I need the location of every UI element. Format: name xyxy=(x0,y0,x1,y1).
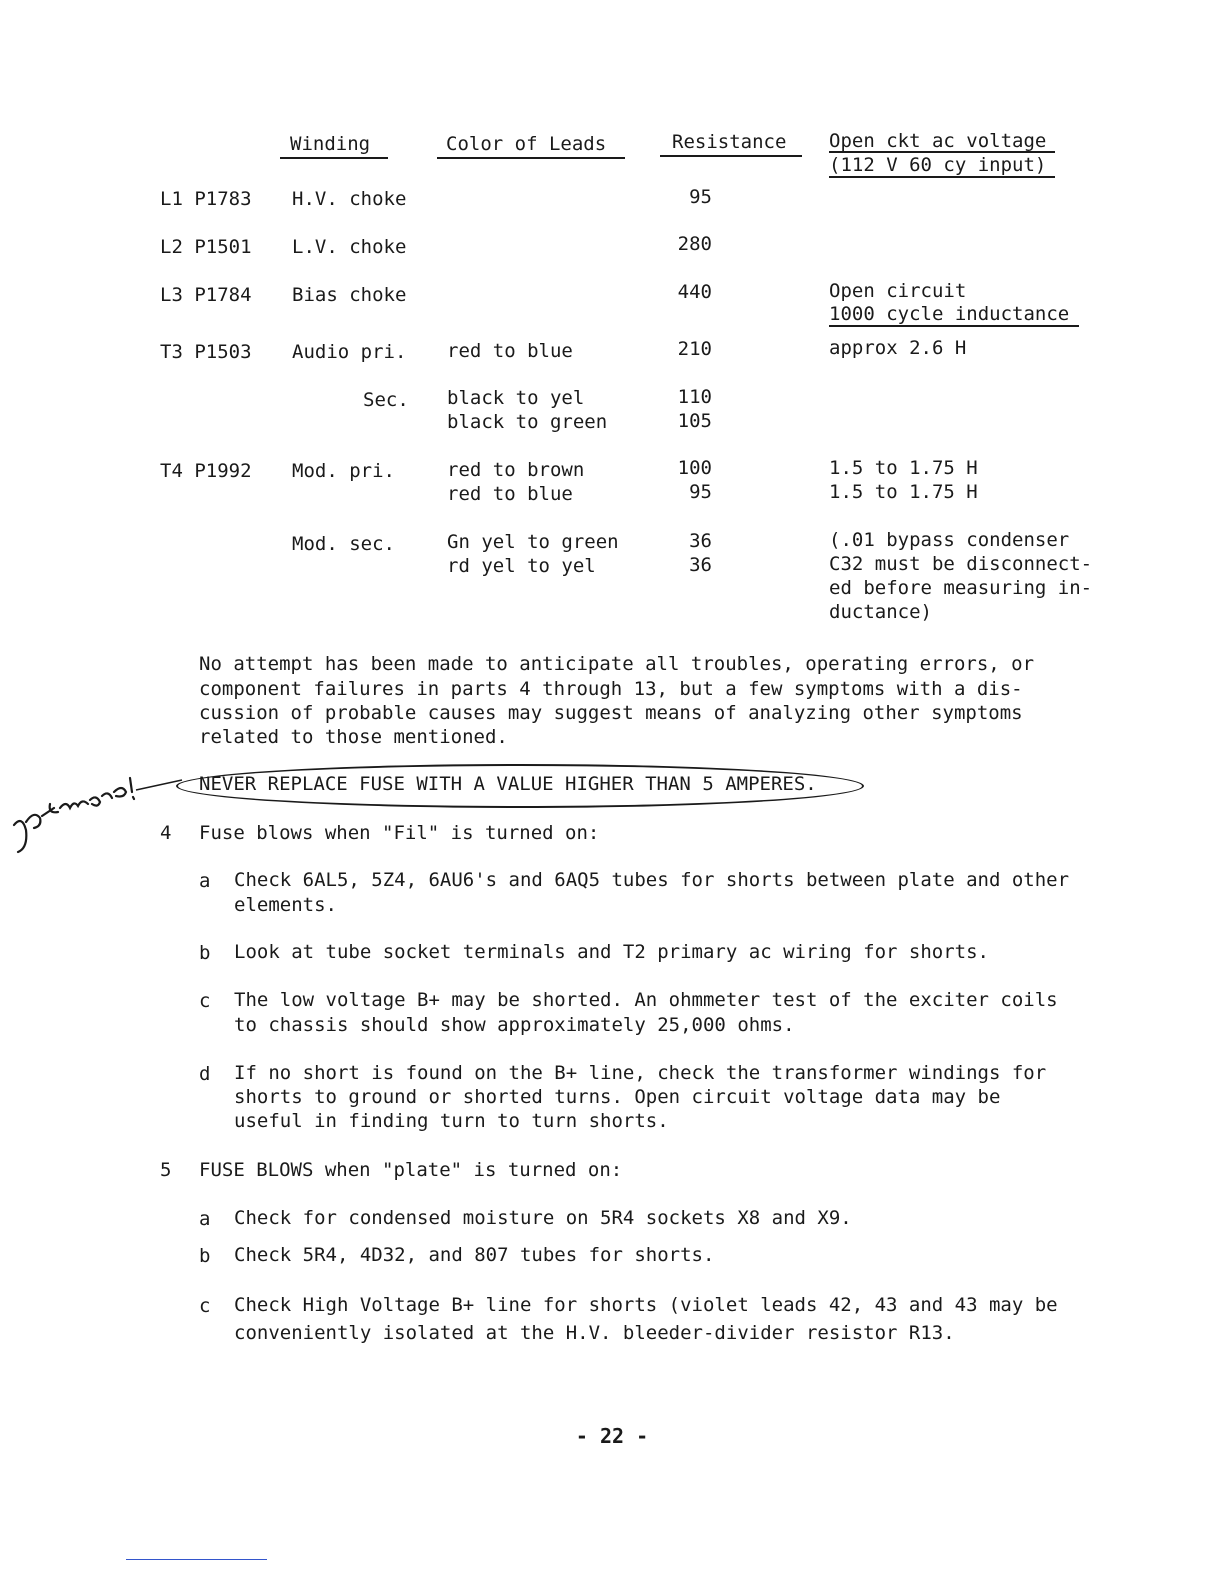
item-line: shorts to ground or shorted turns. Open circuit voltage data may be xyxy=(234,1086,1001,1108)
item-line: Check 5R4, 4D32, and 807 tubes for shorts. xyxy=(234,1244,715,1266)
item-line: conveniently isolated at the H.V. bleeder-divider resistor R13. xyxy=(234,1322,955,1344)
row-id: T4 P1992 xyxy=(160,460,252,482)
section-number: 5 xyxy=(160,1159,172,1181)
header-resistance-underline xyxy=(660,155,802,157)
row-leads: red to brown xyxy=(447,459,585,481)
row-resistance: 100 xyxy=(677,457,712,479)
row-note: (.01 bypass condenser xyxy=(829,529,1070,551)
header-voltage-line1: Open ckt ac voltage xyxy=(829,130,1047,152)
header-voltage-underline2 xyxy=(829,176,1055,178)
intro-line: cussion of probable causes may suggest means of analyzing other symptoms xyxy=(199,702,1023,724)
row-id: L3 P1784 xyxy=(160,284,252,306)
warning-text: NEVER REPLACE FUSE WITH A VALUE HIGHER THAN 5 AMPERES. xyxy=(199,773,817,795)
item-letter: a xyxy=(199,870,211,892)
row-note: approx 2.6 H xyxy=(829,337,967,359)
row-resistance: 105 xyxy=(677,410,712,432)
row-winding: Mod. pri. xyxy=(292,460,395,482)
row-leads: black to green xyxy=(447,411,608,433)
row-winding: H.V. choke xyxy=(292,188,407,210)
header-color-underline xyxy=(437,157,625,159)
item-line: Check for condensed moisture on 5R4 sockets X8 and X9. xyxy=(234,1207,852,1229)
row-id: L2 P1501 xyxy=(160,236,252,258)
header-winding-underline xyxy=(280,157,388,159)
item-letter: a xyxy=(199,1208,211,1230)
item-line: to chassis should show approximately 25,000 ohms. xyxy=(234,1014,795,1036)
row-note: ed before measuring in- xyxy=(829,577,1093,599)
item-letter: b xyxy=(199,942,211,964)
scan-edge-line xyxy=(126,1559,267,1560)
row-id: T3 P1503 xyxy=(160,341,252,363)
header-voltage-line2: (112 V 60 cy input) xyxy=(829,154,1047,176)
row-resistance: 95 xyxy=(689,481,712,503)
header-winding: Winding xyxy=(290,133,371,155)
handwritten-annotation xyxy=(4,770,184,860)
row-note: 1.5 to 1.75 H xyxy=(829,457,978,479)
section-title: Fuse blows when "Fil" is turned on: xyxy=(199,822,600,844)
row-resistance: 110 xyxy=(677,386,712,408)
row-note: C32 must be disconnect- xyxy=(829,553,1093,575)
row-leads: rd yel to yel xyxy=(447,555,596,577)
item-line: Look at tube socket terminals and T2 primary ac wiring for shorts. xyxy=(234,941,989,963)
row-winding: Bias choke xyxy=(292,284,407,306)
item-line: Check 6AL5, 5Z4, 6AU6's and 6AQ5 tubes for shorts between plate and other xyxy=(234,869,1070,891)
row-winding: L.V. choke xyxy=(292,236,407,258)
row-leads: black to yel xyxy=(447,387,585,409)
item-line: The low voltage B+ may be shorted. An ohmmeter test of the exciter coils xyxy=(234,989,1058,1011)
intro-line: related to those mentioned. xyxy=(199,726,508,748)
item-line: useful in finding turn to turn shorts. xyxy=(234,1110,669,1132)
item-letter: b xyxy=(199,1245,211,1267)
header-color-of-leads: Color of Leads xyxy=(446,133,607,155)
item-letter: c xyxy=(199,990,211,1012)
section-number: 4 xyxy=(160,822,172,844)
row-note: Open circuit xyxy=(829,280,967,302)
header-resistance: Resistance xyxy=(672,131,787,153)
row-resistance: 280 xyxy=(677,233,712,255)
row-winding: Mod. sec. xyxy=(292,533,395,555)
row-note: 1.5 to 1.75 H xyxy=(829,481,978,503)
row-note: ductance) xyxy=(829,601,932,623)
row-resistance: 210 xyxy=(677,338,712,360)
item-letter: c xyxy=(199,1295,211,1317)
row-leads: Gn yel to green xyxy=(447,531,619,553)
row-resistance: 95 xyxy=(689,186,712,208)
row-winding: Sec. xyxy=(363,389,409,411)
note-underline xyxy=(829,325,1079,327)
intro-line: component failures in parts 4 through 13, but a few symptoms with a dis- xyxy=(199,678,1023,700)
row-resistance: 36 xyxy=(689,554,712,576)
item-line: If no short is found on the B+ line, check the transformer windings for xyxy=(234,1062,1047,1084)
row-winding: Audio pri. xyxy=(292,341,407,363)
section-title: FUSE BLOWS when "plate" is turned on: xyxy=(199,1159,623,1181)
row-resistance: 440 xyxy=(677,281,712,303)
item-letter: d xyxy=(199,1063,211,1085)
page-number: - 22 - xyxy=(575,1424,649,1448)
item-line: Check High Voltage B+ line for shorts (violet leads 42, 43 and 43 may be xyxy=(234,1294,1058,1316)
row-leads: red to blue xyxy=(447,483,573,505)
row-resistance: 36 xyxy=(689,530,712,552)
item-line: elements. xyxy=(234,894,337,916)
intro-line: No attempt has been made to anticipate all troubles, operating errors, or xyxy=(199,653,1035,675)
row-id: L1 P1783 xyxy=(160,188,252,210)
row-leads: red to blue xyxy=(447,340,573,362)
row-note: 1000 cycle inductance xyxy=(829,303,1070,325)
